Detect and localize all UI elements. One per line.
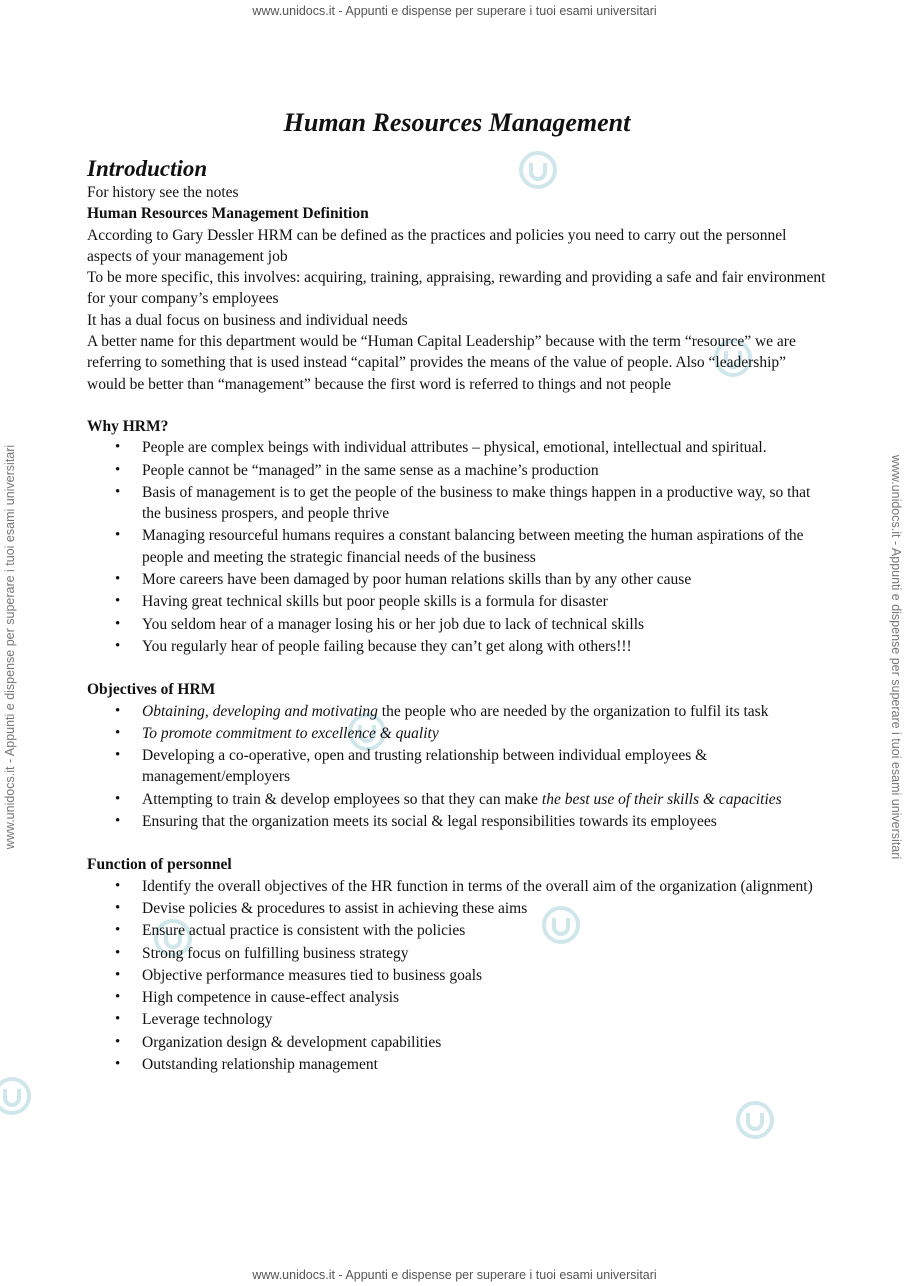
list-item: • Devise policies & procedures to assist in achieving these aims [87,898,827,919]
list-item: • Managing resourceful humans requires a constant balancing between meeting the human aspirations of the people and meeting the strategic financial needs of the business [87,525,827,568]
list-item: • People cannot be “managed” in the same sense as a machine’s production [87,460,827,481]
list-item: • You seldom hear of a manager losing his or her job due to lack of technical skills [87,614,827,635]
list-item [87,789,827,810]
document-body [87,108,827,1076]
definition-paragraph: It has a dual focus on business and individual needs [87,311,408,329]
objective-italic: To promote commitment to excellence & quality [142,724,439,742]
intro-line: For history see the notes [87,184,239,201]
list-item: • You regularly hear of people failing because they can’t get along with others!!! [87,636,827,657]
list-item: • Organization design & development capabilities [87,1032,827,1053]
list-item: • High competence in cause-effect analysis [87,987,827,1008]
watermark-side-left: www.unidocs.it - Appunti e dispense per superare i tuoi esami universitari [3,444,17,850]
watermark-footer: www.unidocs.it - Appunti e dispense per superare i tuoi esami universitari [252,1268,657,1282]
why-heading: Why HRM? [87,417,169,435]
list-item: • Strong focus on fulfilling business strategy [87,943,827,964]
function-heading: Function of personnel [87,856,232,874]
list-item: • Having great technical skills but poor people skills is a formula for disaster [87,591,827,612]
list-item: • Developing a co-operative, open and trusting relationship between individual employees & management/employers [87,745,827,788]
intro-heading: Introduction [87,156,208,181]
objective-text: the people who are needed by the organization to fulfil its task [377,702,769,720]
page-title: Human Resources Management [283,108,631,137]
watermark-side-right: www.unidocs.it - Appunti e dispense per superare i tuoi esami universitari [889,454,903,860]
capital-paragraph: A better name for this department would be “Human Capital Leadership” because with the term “resource” we are referring to something that is used instead “capital” provides the means of the value of people. Also “leadership” would be better than “management” because the first word is referred to things and not people [87,333,796,393]
list-item: • Basis of management is to get the people of the business to make things happen in a productive way, so that the business prospers, and people thrive [87,482,827,525]
definition-paragraph: According to Gary Dessler HRM can be defined as the practices and policies you need to carry out the personnel aspects of your management job [87,226,787,265]
objectives-list [87,701,827,833]
list-item [87,701,827,722]
list-item: • Leverage technology [87,1009,827,1030]
list-item: • People are complex beings with individual attributes – physical, emotional, intellectual and spiritual. [87,437,827,458]
function-list [87,876,827,1076]
objective-italic: the best use of their skills & capacities [541,790,782,808]
unidocs-logo-icon [0,1076,32,1116]
objective-text: Attempting to train & develop employees so that they can make [142,790,542,808]
list-item: • Ensure actual practice is consistent with the policies [87,920,827,941]
objective-italic: Obtaining, developing and motivating [142,702,378,720]
list-item: • More careers have been damaged by poor human relations skills than by any other cause [87,569,827,590]
definition-heading: Human Resources Management Definition [87,205,369,223]
objectives-heading: Objectives of HRM [87,681,216,699]
list-item: • Outstanding relationship management [87,1054,827,1075]
why-list [87,437,827,657]
list-item [87,723,827,744]
watermark-header: www.unidocs.it - Appunti e dispense per superare i tuoi esami universitari [252,4,657,18]
definition-paragraph: To be more specific, this involves: acquiring, training, appraising, rewarding and providing a safe and fair environment for your company’s employees [87,269,826,308]
unidocs-logo-icon [735,1100,775,1140]
list-item: • Objective performance measures tied to business goals [87,965,827,986]
list-item: • Ensuring that the organization meets its social & legal responsibilities towards its employees [87,811,827,832]
list-item: • Identify the overall objectives of the HR function in terms of the overall aim of the organization (alignment) [87,876,827,897]
